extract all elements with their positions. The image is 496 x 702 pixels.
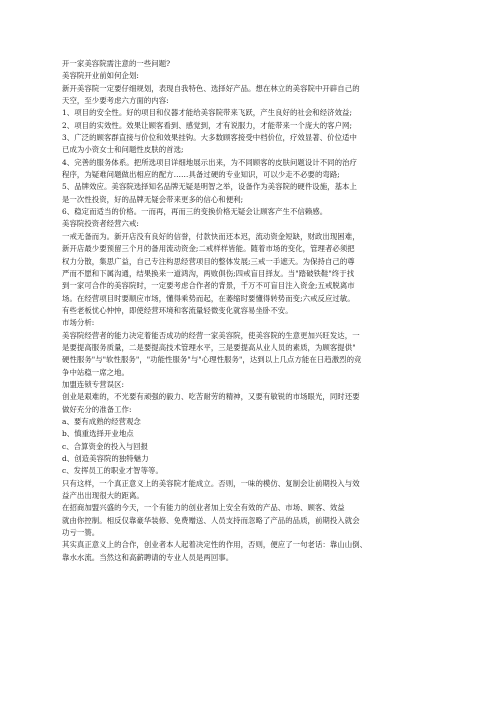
text-line: 美容院投资者经营六戒: — [62, 219, 139, 229]
text-line: 做好充分的准备工作: — [62, 404, 132, 414]
text-line: 市场分析: — [62, 318, 95, 328]
text-line: 新开美容院一定要仔细规划，表现自我特色、选择好产品。想在林立的美容院中开辟自己的 — [62, 83, 360, 93]
text-line: 靠水水流。当然这和高薪聘请的专业人员是两回事。 — [62, 552, 234, 562]
text-line: 天空，至少要考虑六方面的内容: — [62, 96, 169, 106]
text-line: 美容院开业前如何企划: — [62, 71, 139, 81]
text-line: 只有这样，一个真正意义上的美容院才能成立。否则，一味的模仿、复制会让前期投入与效 — [62, 478, 360, 488]
text-line: 新开店最少要预留三个月的备用流动资金;二戒样样皆能。随着市场的变化，管理者必须把 — [62, 244, 355, 254]
text-line: 6、稳定而适当的价格。一而再，再而三的变换价格无疑会让顾客产生不信赖感。 — [62, 207, 328, 217]
text-line: 开一家美容院需注意的一些问题? — [62, 59, 171, 68]
text-line: 创业是艰难的，不光要有顽强的毅力、吃苦耐劳的精神，又要有敏锐的市场眼光，同时还要 — [62, 392, 360, 402]
text-line: 严而不愿和下属沟通，结果换来一道鸿沟，两败俱伤;四戒盲目择友。当"踏破铁鞋"终于找 — [62, 268, 355, 278]
text-line: 在招商加盟兴盛的今天，一个有能力的创业者加上安全有效的产品、市场、顾客、效益 — [62, 503, 345, 513]
text-line: 有些老板忧心忡忡，即使经营环境和客流量轻微变化就容易坐卧不安。 — [62, 305, 293, 315]
document-body — [62, 58, 456, 564]
text-line: 是一次性投资，好的品牌无疑会带来更多的信心和便利; — [62, 194, 244, 204]
text-line: 是要提高服务质量，二是要提高技术管理水平，三是要提高从业人员的素质，为顾客提供" — [62, 342, 356, 352]
text-line: 硬性服务"与"软性服务"，"功能性服务"与"心理性服务"，达到以上几点方能在日趋激烈的竞 — [62, 355, 362, 365]
text-line: 到一家可合作的美容院时，一定要考虑合作者的背景，千万不可盲目注入资金;五戒脱离市 — [62, 281, 355, 291]
text-line: 一戒无备而为。新开店没有良好的信誉，付款快而还本迟，流动资金短缺，财政出现困难， — [62, 231, 360, 241]
text-line: 程序，为疑难问题做出相应的配方……具备过硬的专业知识，可以少走不必要的弯路; — [62, 170, 340, 180]
text-line: 场。在经营项目时要顺应市场，懂得乘势而起，在萎缩时要懂得转势而变;六戒反应过敏。 — [62, 293, 355, 303]
text-line: 4、完善的服务体系。把所选项目详细地展示出来，为不同顾客的皮肤问题设计不同的治疗 — [62, 157, 357, 167]
text-line: c、发挥员工的职业才智等等。 — [62, 466, 163, 476]
text-line: 功亏一篑。 — [62, 528, 100, 538]
text-line: 美容院经营者的能力决定着能否成功的经营一家美容院，使美容院的生意更加兴旺发达，一 — [62, 330, 360, 340]
text-line: 权力分散，集思广益，自己专注构思经营项目的整体发展;三戒一手遮天。为保持自己的尊 — [62, 256, 355, 266]
text-line: 益产出出现很大的距离。 — [62, 491, 144, 501]
text-line: 2、项目的实效性。效果让顾客看到、感觉到，才有说服力，才能带来一个庞大的客户网; — [62, 120, 353, 130]
text-line: 就由你控制。相反仅靠豪华装修、免费赠送、人员支持而忽略了产品的品质，前期投入就会 — [62, 515, 360, 525]
text-line: 已成为小资女士和问题性皮肤的首选; — [62, 145, 184, 155]
text-line: 1、项目的安全性。好的项目和仪器才能给美容院带来飞跃，产生良好的社会和经济效益; — [62, 108, 353, 118]
text-line: 5、品牌效应。美容院选择知名品牌无疑是明智之举，设备作为美容院的硬件设施，基本上 — [62, 182, 357, 192]
text-line: 3、广泛的顾客群直接与价位和效果挂钩。大多数顾客接受中档价位，疗效显著、价位适中 — [62, 133, 357, 143]
text-line: a、要有成熟的经营观念 — [62, 416, 141, 426]
text-line: 其实真正意义上的合作，创业者本人起着决定性的作用，否则，便应了一句老话：靠山山倒、 — [62, 540, 368, 550]
text-line: b、慎重选择开业地点 — [62, 429, 134, 439]
text-line: c、合算资金的投入与回报 — [62, 441, 149, 451]
text-line: 争中站稳一席之地。 — [62, 367, 129, 377]
text-line: d、创造美容院的独特魅力 — [62, 454, 149, 463]
text-line: 加盟连锁专营误区: — [62, 379, 125, 389]
